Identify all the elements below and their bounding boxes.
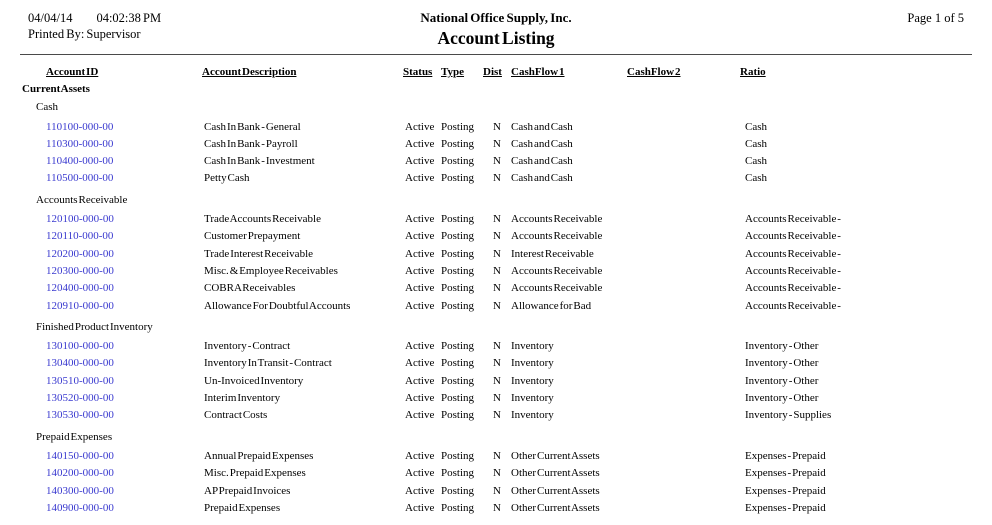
- cell-ratio: Expenses - Prepaid: [745, 449, 826, 462]
- page-title: Account Listing: [437, 28, 555, 48]
- section-label: Accounts Receivable: [36, 193, 128, 206]
- cell-description: Un-Invoiced Inventory: [204, 374, 304, 387]
- table-row: [20, 357, 984, 374]
- cell-status: Active: [405, 340, 435, 353]
- cell-description: Interim Inventory: [204, 392, 281, 405]
- cell-dist: N: [493, 409, 501, 422]
- cell-type: Posting: [441, 409, 475, 422]
- table-row: [20, 121, 984, 138]
- account-section: [20, 321, 984, 427]
- cell-description: Allowance For Doubtful Accounts: [204, 299, 351, 312]
- cell-cashflow1: Inventory: [511, 392, 554, 405]
- cell-type: Posting: [441, 264, 475, 277]
- cell-ratio: Cash: [745, 172, 767, 185]
- cell-ratio: Accounts Receivable -: [745, 247, 841, 260]
- cell-cashflow1: Inventory: [511, 357, 554, 370]
- cell-ratio: Inventory - Other: [745, 357, 819, 370]
- section-label: Finished Product Inventory: [36, 320, 153, 333]
- column-header-cashflow2: CashFlow 2: [627, 66, 681, 78]
- cell-description: Misc. & Employee Receivables: [204, 264, 338, 277]
- table-row: [20, 248, 984, 265]
- cell-status: Active: [405, 484, 435, 497]
- cell-type: Posting: [441, 299, 475, 312]
- account-section: [20, 431, 984, 519]
- table-row: [20, 138, 984, 155]
- print-datetime: [28, 10, 420, 26]
- cell-description: Trade Interest Receivable: [204, 247, 314, 260]
- cell-description: Inventory - Contract: [204, 340, 291, 353]
- cell-dist: N: [493, 357, 501, 370]
- cell-dist: N: [493, 155, 501, 168]
- cell-description: Contract Costs: [204, 409, 268, 422]
- account-id-link[interactable]: 140900-000-00: [46, 501, 114, 514]
- print-date: 04/04/14: [28, 11, 73, 25]
- cell-cashflow1: Inventory: [511, 374, 554, 387]
- cell-cashflow1: Other Current Assets: [511, 449, 600, 462]
- account-section: [20, 194, 984, 317]
- cell-status: Active: [405, 357, 435, 370]
- cell-ratio: Cash: [745, 137, 767, 150]
- cell-cashflow1: Cash and Cash: [511, 137, 573, 150]
- cell-status: Active: [405, 449, 435, 462]
- cell-type: Posting: [441, 172, 475, 185]
- cell-ratio: Expenses - Prepaid: [745, 501, 826, 514]
- cell-cashflow1: Accounts Receivable: [511, 213, 603, 226]
- cell-type: Posting: [441, 155, 475, 168]
- account-id-link[interactable]: 130510-000-00: [46, 374, 114, 387]
- cell-dist: N: [493, 374, 501, 387]
- cell-dist: N: [493, 264, 501, 277]
- account-id-link[interactable]: 120110-000-00: [46, 230, 114, 243]
- cell-dist: N: [493, 120, 501, 133]
- cell-type: Posting: [441, 357, 475, 370]
- account-id-link[interactable]: 140150-000-00: [46, 449, 114, 462]
- cell-cashflow1: Allowance for Bad: [511, 299, 592, 312]
- cell-type: Posting: [441, 340, 475, 353]
- cell-dist: N: [493, 213, 501, 226]
- company-name: National Office Supply, Inc.: [420, 10, 572, 25]
- table-row: [20, 172, 984, 189]
- cell-status: Active: [405, 374, 435, 387]
- header-divider: [20, 54, 972, 55]
- cell-ratio: Inventory - Other: [745, 374, 819, 387]
- account-id-link[interactable]: 120400-000-00: [46, 282, 114, 295]
- group-label-current-assets: Current Assets: [22, 83, 90, 96]
- cell-cashflow1: Other Current Assets: [511, 484, 600, 497]
- cell-type: Posting: [441, 501, 475, 514]
- cell-type: Posting: [441, 120, 475, 133]
- table-row: [20, 282, 984, 299]
- cell-ratio: Inventory - Supplies: [745, 409, 832, 422]
- cell-description: COBRA Receivables: [204, 282, 296, 295]
- cell-status: Active: [405, 213, 435, 226]
- account-id-link[interactable]: 130530-000-00: [46, 409, 114, 422]
- cell-status: Active: [405, 409, 435, 422]
- cell-ratio: Inventory - Other: [745, 340, 819, 353]
- cell-description: Inventory In Transit - Contract: [204, 357, 332, 370]
- cell-cashflow1: Inventory: [511, 340, 554, 353]
- cell-ratio: Accounts Receivable -: [745, 299, 841, 312]
- cell-cashflow1: Interest Receivable: [511, 247, 594, 260]
- cell-ratio: Cash: [745, 155, 767, 168]
- print-time: 04:02:38 PM: [96, 11, 162, 25]
- cell-cashflow1: Accounts Receivable: [511, 282, 603, 295]
- table-row: [20, 155, 984, 172]
- cell-dist: N: [493, 392, 501, 405]
- cell-cashflow1: Cash and Cash: [511, 155, 573, 168]
- printed-by-label: Printed By:: [28, 27, 85, 41]
- account-id-link[interactable]: 120200-000-00: [46, 247, 114, 260]
- cell-status: Active: [405, 120, 435, 133]
- cell-type: Posting: [441, 213, 475, 226]
- cell-ratio: Expenses - Prepaid: [745, 467, 826, 480]
- cell-dist: N: [493, 467, 501, 480]
- table-row: [20, 300, 984, 317]
- account-id-link[interactable]: 120910-000-00: [46, 299, 114, 312]
- cell-status: Active: [405, 282, 435, 295]
- account-id-link[interactable]: 130100-000-00: [46, 340, 114, 353]
- account-id-link[interactable]: 140200-000-00: [46, 467, 114, 480]
- column-header-account-description: Account Description: [202, 66, 297, 78]
- cell-type: Posting: [441, 467, 475, 480]
- table-row: [20, 450, 984, 467]
- account-id-link[interactable]: 130400-000-00: [46, 357, 114, 370]
- column-header-cashflow1: CashFlow 1: [511, 66, 565, 78]
- cell-type: Posting: [441, 282, 475, 295]
- section-label: Prepaid Expenses: [36, 430, 113, 443]
- cell-cashflow1: Inventory: [511, 409, 554, 422]
- cell-status: Active: [405, 230, 435, 243]
- table-row: [20, 409, 984, 426]
- cell-ratio: Accounts Receivable -: [745, 264, 841, 277]
- table-row: [20, 265, 984, 282]
- cell-type: Posting: [441, 449, 475, 462]
- cell-ratio: Expenses - Prepaid: [745, 484, 826, 497]
- cell-dist: N: [493, 137, 501, 150]
- cell-description: Cash In Bank - Payroll: [204, 137, 298, 150]
- cell-description: Petty Cash: [204, 172, 250, 185]
- cell-status: Active: [405, 137, 435, 150]
- cell-dist: N: [493, 247, 501, 260]
- cell-type: Posting: [441, 137, 475, 150]
- cell-dist: N: [493, 299, 501, 312]
- account-id-link[interactable]: 120300-000-00: [46, 264, 114, 277]
- column-header-account-id: Account ID: [46, 66, 99, 78]
- table-row: [20, 467, 984, 484]
- cell-description: Cash In Bank - Investment: [204, 155, 315, 168]
- cell-dist: N: [493, 484, 501, 497]
- table-row: [20, 340, 984, 357]
- table-row: [20, 502, 984, 519]
- report-header: [0, 0, 992, 48]
- column-header-dist: Dist: [483, 66, 502, 78]
- page-number: Page 1 of 5: [907, 11, 964, 25]
- account-id-link[interactable]: 110500-000-00: [46, 172, 114, 185]
- account-id-link[interactable]: 110400-000-00: [46, 155, 114, 168]
- account-table: [0, 66, 992, 519]
- cell-status: Active: [405, 299, 435, 312]
- account-id-link[interactable]: 110300-000-00: [46, 137, 114, 150]
- account-section: [20, 101, 984, 189]
- print-info: [28, 10, 420, 42]
- cell-cashflow1: Cash and Cash: [511, 120, 573, 133]
- cell-description: AP Prepaid Invoices: [204, 484, 291, 497]
- report-title-block: [420, 10, 571, 48]
- cell-status: Active: [405, 392, 435, 405]
- table-body: [20, 101, 984, 519]
- cell-description: Cash In Bank - General: [204, 120, 301, 133]
- cell-type: Posting: [441, 392, 475, 405]
- cell-status: Active: [405, 155, 435, 168]
- cell-ratio: Accounts Receivable -: [745, 230, 841, 243]
- table-row: [20, 392, 984, 409]
- account-id-link[interactable]: 140300-000-00: [46, 484, 114, 497]
- cell-ratio: Accounts Receivable -: [745, 282, 841, 295]
- cell-description: Prepaid Expenses: [204, 501, 281, 514]
- cell-dist: N: [493, 282, 501, 295]
- cell-description: Trade Accounts Receivable: [204, 213, 321, 226]
- cell-dist: N: [493, 340, 501, 353]
- cell-description: Misc. Prepaid Expenses: [204, 467, 306, 480]
- cell-cashflow1: Accounts Receivable: [511, 264, 603, 277]
- account-id-link[interactable]: 130520-000-00: [46, 392, 114, 405]
- cell-ratio: Accounts Receivable -: [745, 213, 841, 226]
- cell-type: Posting: [441, 484, 475, 497]
- cell-dist: N: [493, 449, 501, 462]
- table-header-row: [20, 66, 984, 83]
- account-id-link[interactable]: 110100-000-00: [46, 120, 114, 133]
- cell-type: Posting: [441, 374, 475, 387]
- column-header-type: Type: [441, 66, 465, 78]
- cell-status: Active: [405, 172, 435, 185]
- cell-type: Posting: [441, 230, 475, 243]
- cell-cashflow1: Other Current Assets: [511, 501, 600, 514]
- cell-cashflow1: Accounts Receivable: [511, 230, 603, 243]
- cell-cashflow1: Other Current Assets: [511, 467, 600, 480]
- column-header-ratio: Ratio: [740, 66, 766, 78]
- cell-status: Active: [405, 247, 435, 260]
- printed-by: [28, 26, 420, 42]
- cell-status: Active: [405, 501, 435, 514]
- account-id-link[interactable]: 120100-000-00: [46, 213, 114, 226]
- table-row: [20, 375, 984, 392]
- table-row: [20, 213, 984, 230]
- cell-status: Active: [405, 264, 435, 277]
- printed-by-value: Supervisor: [86, 27, 141, 41]
- cell-dist: N: [493, 230, 501, 243]
- cell-ratio: Cash: [745, 120, 767, 133]
- cell-status: Active: [405, 467, 435, 480]
- cell-dist: N: [493, 172, 501, 185]
- cell-description: Customer Prepayment: [204, 230, 301, 243]
- cell-description: Annual Prepaid Expenses: [204, 449, 314, 462]
- cell-cashflow1: Cash and Cash: [511, 172, 573, 185]
- table-row: [20, 485, 984, 502]
- cell-dist: N: [493, 501, 501, 514]
- column-header-status: Status: [403, 66, 433, 78]
- cell-ratio: Inventory - Other: [745, 392, 819, 405]
- section-label: Cash: [36, 101, 58, 114]
- cell-type: Posting: [441, 247, 475, 260]
- table-row: [20, 230, 984, 247]
